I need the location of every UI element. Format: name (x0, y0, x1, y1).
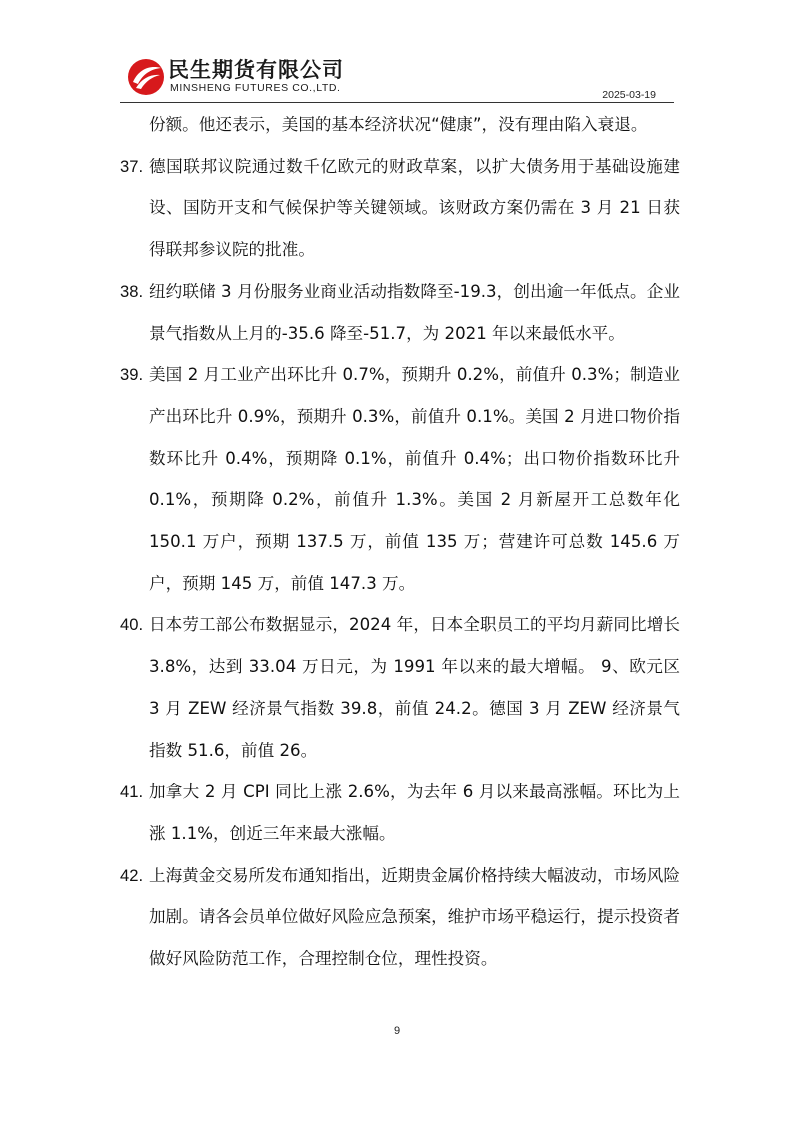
item-text: 上海黄金交易所发布通知指出，近期贵金属价格持续大幅波动，市场风险加剧。请各会员单位做好风险应急预案，维护市场平稳运行，提示投资者做好风险防范工作，合理控制仓位，理性投资。 (149, 865, 680, 969)
item-number: 39. (120, 365, 144, 385)
item-number: 42. (120, 865, 144, 885)
news-list (120, 104, 680, 980)
brand-name-english: MINSHENG FUTURES CO.,LTD. (170, 82, 341, 94)
news-item-42 (120, 855, 680, 980)
news-item-38 (120, 271, 680, 354)
item-number: 38. (120, 281, 144, 301)
report-date: 2025-03-19 (602, 89, 656, 101)
item-number: 40. (120, 615, 144, 635)
page-number: 9 (393, 1025, 401, 1037)
continued-paragraph: 份额。他还表示，美国的基本经济状况“健康”，没有理由陷入衰退。 (149, 115, 648, 134)
news-item-39 (120, 354, 680, 604)
item-text: 纽约联储 3 月份服务业商业活动指数降至-19.3，创出逾一年低点。企业景气指数从上月的-35.6 降至-51.7，为 2021 年以来最低水平。 (149, 281, 680, 343)
minsheng-logo-icon (126, 57, 166, 97)
item-text: 加拿大 2 月 CPI 同比上涨 2.6%，为去年 6 月以来最高涨幅。环比为上涨 1.1%，创近三年来最大涨幅。 (149, 782, 680, 843)
page-header (120, 52, 674, 102)
item-number: 41. (120, 782, 144, 802)
item-text: 美国 2 月工业产出环比升 0.7%，预期升 0.2%，前值升 0.3%；制造业产出环比升 0.9%，预期升 0.3%，前值升 0.1%。美国 2 月进口物价指数环比升 0.4%，预期降 0.1%，前值升 0.4%；出口物价指数环比升 0.1%，预期降 0.2%，前值升 1.3%。美国 2 月新屋开工总数年化 150.1 万户，预期 137.5 万，前值 135 万；营建许可总数 145.6 万户，预期 145 万，前值 147.3 万。 (149, 365, 680, 593)
news-item-40 (120, 604, 680, 771)
header-divider (120, 102, 674, 103)
item-text: 日本劳工部公布数据显示，2024 年，日本全职员工的平均月薪同比增长 3.8%，达到 33.04 万日元，为 1991 年以来的最大增幅。 9、欧元区 3 月 ZEW 经济景气指数 39.8，前值 24.2。德国 3 月 ZEW 经济景气指数 51.6，前值 26。 (149, 615, 680, 760)
item-number: 37. (120, 156, 144, 176)
news-item-37 (120, 146, 680, 271)
brand-name-chinese: 民生期货有限公司 (168, 58, 344, 82)
item-text: 德国联邦议院通过数千亿欧元的财政草案，以扩大债务用于基础设施建设、国防开支和气候保护等关键领域。该财政方案仍需在 3 月 21 日获得联邦参议院的批准。 (149, 156, 680, 260)
news-item-41 (120, 771, 680, 854)
